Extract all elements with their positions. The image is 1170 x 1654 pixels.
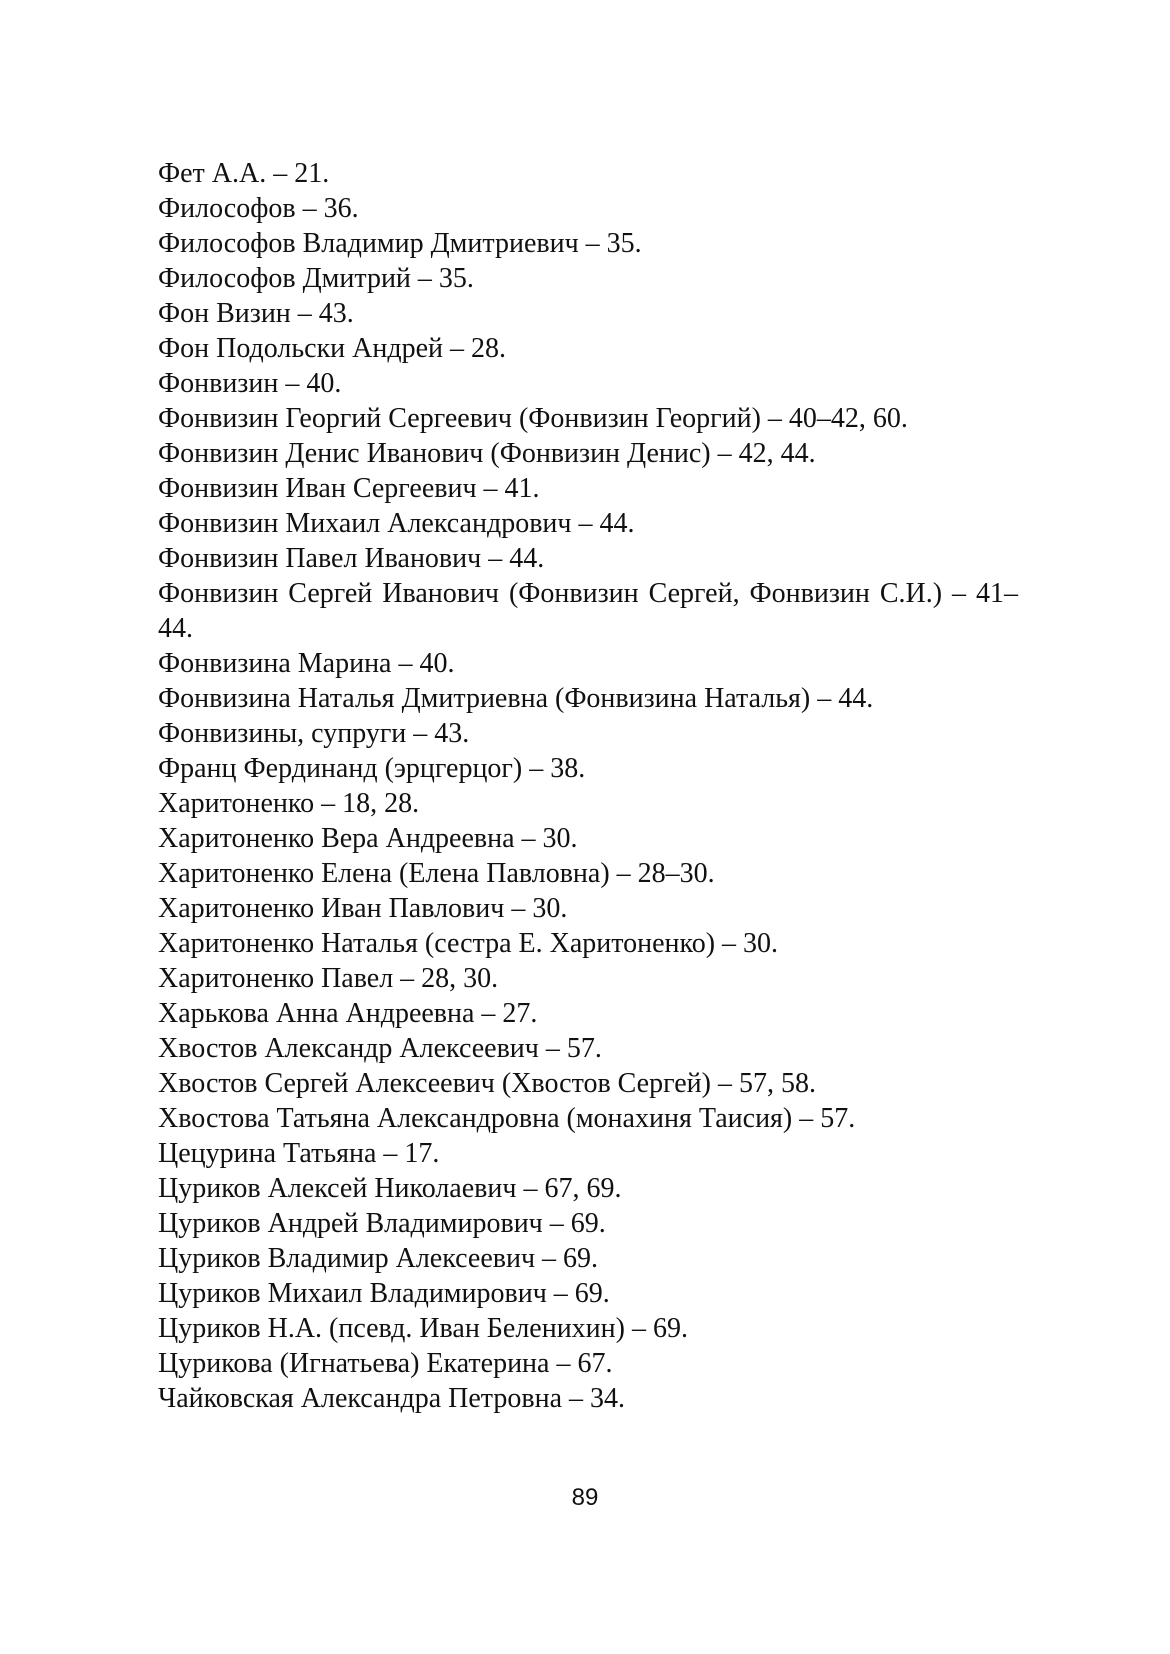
index-entry: Фонвизина Марина – 40. (158, 648, 455, 679)
index-entry: Фон Визин – 43. (158, 298, 354, 329)
page-number: 89 (571, 1484, 599, 1511)
index-entry: Харитоненко Павел – 28, 30. (158, 963, 499, 994)
index-entry: Хвостова Татьяна Александровна (монахиня Таисия) – 57. (158, 1103, 856, 1134)
index-entry: Харькова Анна Андреевна – 27. (158, 998, 538, 1029)
index-entry: Фонвизин Павел Иванович – 44. (158, 543, 545, 574)
index-entry: Фонвизина Наталья Дмитриевна (Фонвизина Наталья) – 44. (158, 683, 874, 714)
index-entry: Цуриков Н.А. (псевд. Иван Беленихин) – 69. (158, 1313, 688, 1344)
index-entry: Харитоненко Вера Андреевна – 30. (158, 823, 578, 854)
index-entry: Фонвизины, супруги – 43. (158, 718, 470, 749)
index-entry: Фонвизин Сергей Иванович (Фонвизин Сергей, Фонвизин С.И.) – 41–44. (158, 578, 1018, 644)
index-entry: Харитоненко Елена (Елена Павловна) – 28–30. (158, 858, 715, 889)
index-entry: Фонвизин Денис Иванович (Фонвизин Денис) – 42, 44. (158, 438, 816, 469)
index-entry: Философов Дмитрий – 35. (158, 263, 474, 294)
index-entry: Харитоненко – 18, 28. (158, 788, 420, 819)
index-entry: Философов Владимир Дмитриевич – 35. (158, 228, 642, 259)
index-entry: Цуриков Владимир Алексеевич – 69. (158, 1243, 599, 1274)
index-entry: Хвостов Сергей Алексеевич (Хвостов Сергей) – 57, 58. (158, 1068, 816, 1099)
index-entry: Фонвизин Михаил Александрович – 44. (158, 508, 635, 539)
index-entry: Фонвизин Иван Сергеевич – 41. (158, 473, 540, 504)
index-entry: Цуриков Андрей Владимирович – 69. (158, 1208, 606, 1239)
index-entry: Цецурина Татьяна – 17. (158, 1138, 440, 1169)
index-entry: Фон Подольски Андрей – 28. (158, 333, 507, 364)
index-entry: Фонвизин – 40. (158, 368, 342, 399)
index-entry: Цуриков Михаил Владимирович – 69. (158, 1278, 610, 1309)
index-entry: Философов – 36. (158, 193, 359, 224)
index-entry: Фонвизин Георгий Сергеевич (Фонвизин Георгий) – 40–42, 60. (158, 403, 908, 434)
index-entry: Чайковская Александра Петровна – 34. (158, 1383, 626, 1414)
name-index-list (158, 156, 1018, 1416)
index-entry: Франц Фердинанд (эрцгерцог) – 38. (158, 753, 586, 784)
index-entry: Хвостов Александр Алексеевич – 57. (158, 1033, 602, 1064)
index-entry: Харитоненко Иван Павлович – 30. (158, 893, 568, 924)
index-entry: Цурикова (Игнатьева) Екатерина – 67. (158, 1348, 613, 1379)
index-entry: Фет А.А. – 21. (158, 158, 330, 189)
index-entry: Харитоненко Наталья (сестра Е. Харитоненко) – 30. (158, 928, 779, 959)
index-entry: Цуриков Алексей Николаевич – 67, 69. (158, 1173, 622, 1204)
